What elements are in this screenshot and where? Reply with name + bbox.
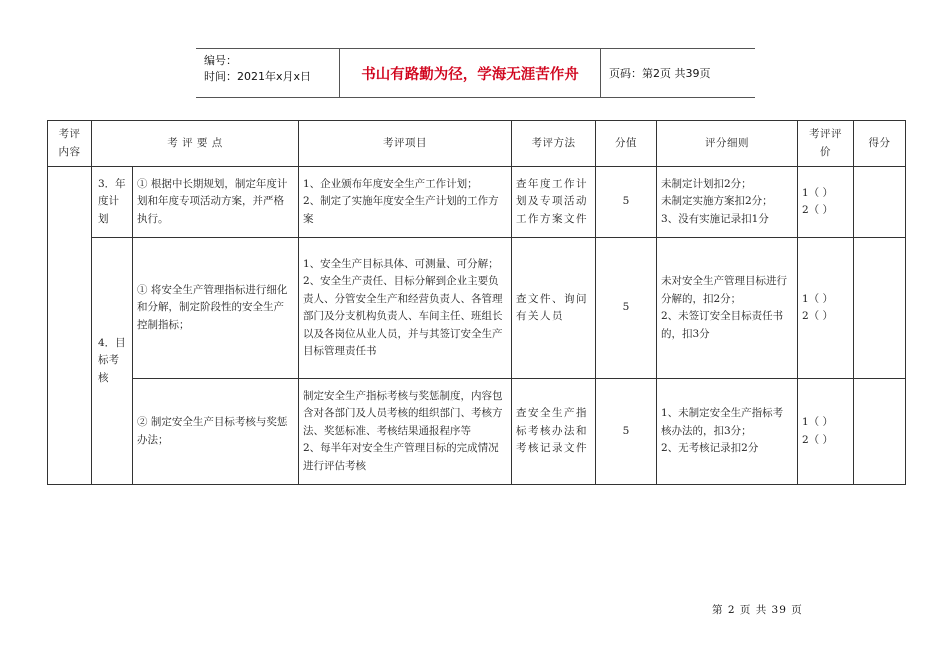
evaluation-table [47, 120, 906, 485]
evaluation-cell: 1（ ） 2（ ） [798, 379, 854, 485]
point-cell: ① 根据中长期规划，制定年度计划和年度专项活动方案，并严格执行。 [133, 167, 299, 238]
header-method: 考评方法 [512, 121, 596, 167]
point-cell: ① 将安全生产管理指标进行细化和分解，制定阶段性的安全生产控制指标； [133, 238, 299, 379]
header-evaluation: 考评评价 [798, 121, 854, 167]
table-row [48, 379, 906, 485]
content-cell-empty [48, 167, 92, 485]
score-cell: 5 [596, 167, 657, 238]
item-cell: 1、企业颁布年度安全生产工作计划； 2、制定了实施年度安全生产计划的工作方案 [299, 167, 512, 238]
table-row [48, 238, 906, 379]
item-cell: 1、安全生产目标具体、可测量、可分解； 2、安全生产责任、目标分解到企业主要负责人、分管安全生产和经营负责人、各管理部门及分支机构负责人、车间主任、班组长以及各岗位从业人员，并与其签订安全生产目标管理责任书 [299, 238, 512, 379]
header-content: 考评内容 [48, 121, 92, 167]
detail-cell: 1、未制定安全生产指标考核办法的，扣3分； 2、无考核记录扣2分 [657, 379, 798, 485]
category-annual-plan: 3．年度计划 [92, 167, 133, 238]
result-cell [854, 238, 906, 379]
method-cell: 查年度工作计划及专项活动工作方案文件 [512, 167, 596, 238]
header-meta-cell [196, 49, 339, 97]
score-cell: 5 [596, 238, 657, 379]
header-page-number: 页码：第2页 共39页 [609, 67, 711, 80]
doc-time-label: 时间：2021年x月x日 [204, 70, 312, 83]
document-header [196, 48, 755, 98]
header-score: 分值 [596, 121, 657, 167]
header-result: 得分 [854, 121, 906, 167]
page-footer: 第 2 页 共 39 页 [712, 604, 803, 616]
result-cell [854, 379, 906, 485]
header-items: 考评项目 [299, 121, 512, 167]
detail-cell: 未制定计划扣2分； 未制定实施方案扣2分； 3、没有实施记录扣1分 [657, 167, 798, 238]
category-target-assessment: 4．目标考核 [92, 238, 133, 485]
doc-number-label: 编号： [204, 54, 237, 67]
table-header-row [48, 121, 906, 167]
header-page-cell [601, 49, 756, 97]
detail-cell: 未对安全生产管理目标进行分解的，扣2分； 2、未签订安全目标责任书的，扣3分 [657, 238, 798, 379]
table-row [48, 167, 906, 238]
item-cell: 制定安全生产指标考核与奖惩制度，内容包含对各部门及人员考核的组织部门、考核方法、奖惩标准、考核结果通报程序等 2、每半年对安全生产管理目标的完成情况进行评估考核 [299, 379, 512, 485]
header-points: 考 评 要 点 [92, 121, 299, 167]
header-motto-cell [339, 49, 601, 97]
result-cell [854, 167, 906, 238]
header-motto: 书山有路勤为径，学海无涯苦作舟 [361, 67, 579, 83]
method-cell: 查文件、询问有关人员 [512, 238, 596, 379]
method-cell: 查安全生产指标考核办法和考核记录文件 [512, 379, 596, 485]
header-details: 评分细则 [657, 121, 798, 167]
evaluation-cell: 1（ ） 2（ ） [798, 167, 854, 238]
point-cell: ② 制定安全生产目标考核与奖惩办法； [133, 379, 299, 485]
evaluation-cell: 1（ ） 2（ ） [798, 238, 854, 379]
score-cell: 5 [596, 379, 657, 485]
